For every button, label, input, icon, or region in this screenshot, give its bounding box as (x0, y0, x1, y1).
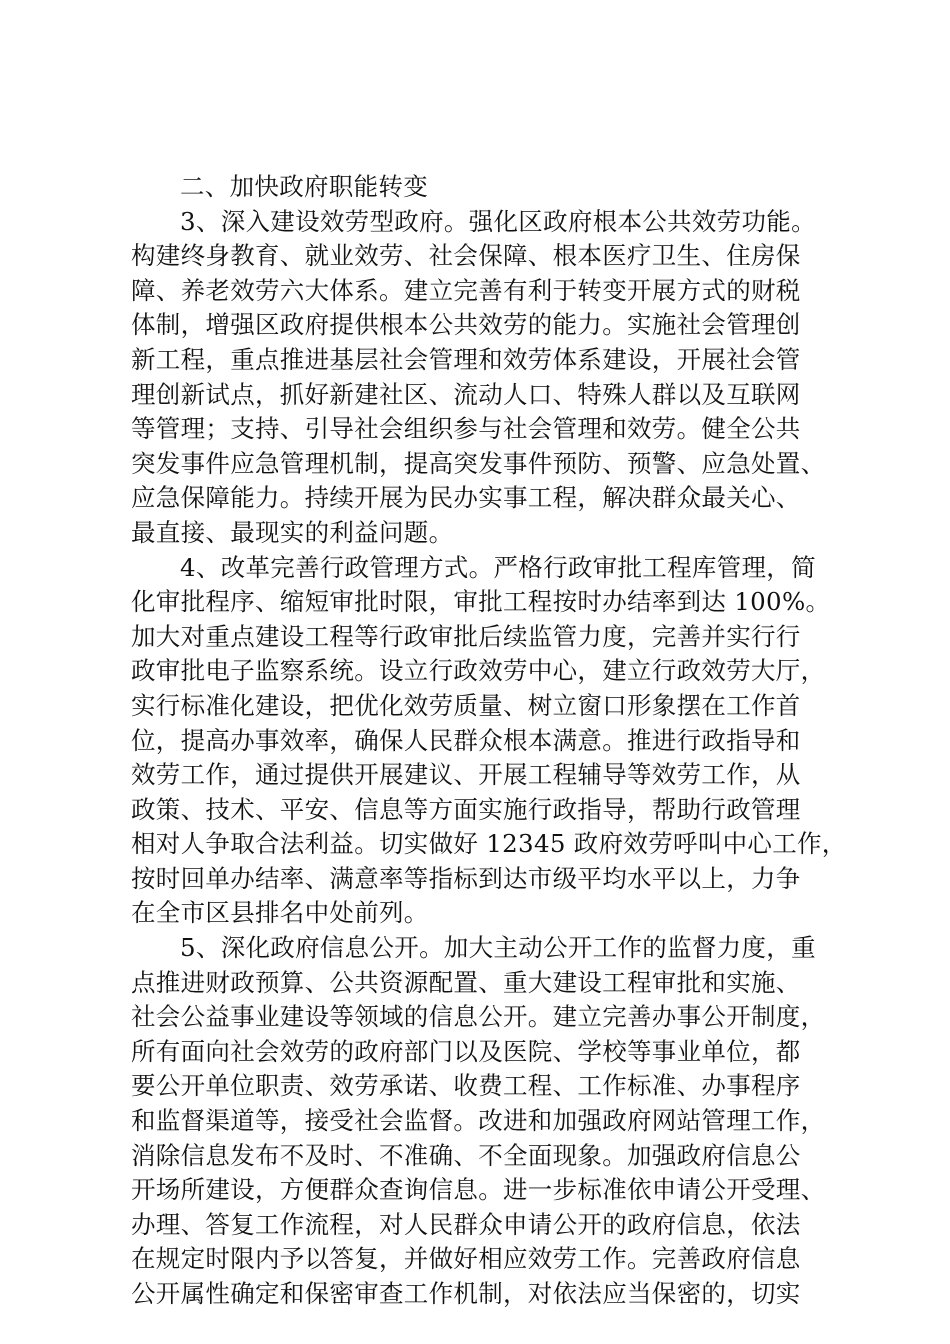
paragraph-line: 实行标准化建设，把优化效劳质量、树立窗口形象摆在工作首 (131, 690, 801, 720)
paragraph-line: 4、改革完善行政管理方式。严格行政审批工程库管理，简 (180, 552, 816, 582)
paragraph-line: 点推进财政预算、公共资源配置、重大建设工程审批和实施、 (131, 967, 801, 997)
paragraph-line: 办理、答复工作流程，对人民群众申请公开的政府信息，依法 (131, 1209, 801, 1239)
document-page (131, 170, 847, 1312)
paragraph-line: 应急保障能力。持续开展为民办实事工程，解决群众最关心、 (131, 483, 801, 513)
paragraph-line: 最直接、最现实的利益问题。 (131, 517, 454, 547)
paragraph-3 (131, 205, 831, 551)
paragraph-line: 位，提高办事效率，确保人民群众根本满意。推进行政指导和 (131, 725, 801, 755)
paragraph-line: 和监督渠道等，接受社会监督。改进和加强政府网站管理工作， (131, 1106, 826, 1136)
paragraph-line: 等管理；支持、引导社会组织参与社会管理和效劳。健全公共 (131, 414, 801, 444)
paragraph-4 (131, 551, 847, 932)
paragraph-line: 按时回单办结率、满意率等指标到达市级平均水平以上，力争 (131, 863, 801, 893)
paragraph-line: 政策、技术、平安、信息等方面实施行政指导，帮助行政管理 (131, 794, 801, 824)
paragraph-line: 效劳工作，通过提供开展建议、开展工程辅导等效劳工作，从 (131, 760, 801, 790)
paragraph-line: 化审批程序、缩短审批时限，审批工程按时办结率到达 100%。 (131, 587, 831, 617)
paragraph-line: 社会公益事业建设等领域的信息公开。建立完善办事公开制度， (131, 1002, 826, 1032)
paragraph-line: 理创新试点，抓好新建社区、流动人口、特殊人群以及互联网 (131, 379, 801, 409)
paragraph-line: 在规定时限内予以答复，并做好相应效劳工作。完善政府信息 (131, 1244, 801, 1274)
paragraph-line: 3、深入建设效劳型政府。强化区政府根本公共效劳功能。 (180, 206, 816, 236)
paragraph-line: 在全市区县排名中处前列。 (131, 898, 429, 928)
paragraph-line: 相对人争取合法利益。切实做好 12345 政府效劳呼叫中心工作， (131, 829, 847, 859)
paragraph-line: 开场所建设，方便群众查询信息。进一步标准依申请公开受理、 (131, 1175, 826, 1205)
paragraph-line: 加大对重点建设工程等行政审批后续监管力度，完善并实行行 (131, 621, 801, 651)
paragraph-line: 所有面向社会效劳的政府部门以及医院、学校等事业单位，都 (131, 1036, 801, 1066)
paragraph-line: 突发事件应急管理机制，提高突发事件预防、预警、应急处置、 (131, 448, 826, 478)
paragraph-line: 公开属性确定和保密审查工作机制，对依法应当保密的，切实 (131, 1279, 801, 1308)
paragraph-line: 消除信息发布不及时、不准确、不全面现象。加强政府信息公 (131, 1140, 801, 1170)
paragraph-line: 构建终身教育、就业效劳、社会保障、根本医疗卫生、住房保 (131, 241, 801, 271)
paragraph-5 (131, 931, 831, 1312)
paragraph-line: 5、深化政府信息公开。加大主动公开工作的监督力度，重 (180, 933, 816, 963)
paragraph-line: 要公开单位职责、效劳承诺、收费工程、工作标准、办事程序 (131, 1071, 801, 1101)
paragraph-line: 障、养老效劳六大体系。建立完善有利于转变开展方式的财税 (131, 275, 801, 305)
paragraph-line: 体制，增强区政府提供根本公共效劳的能力。实施社会管理创 (131, 310, 801, 340)
section-heading: 二、加快政府职能转变 (180, 172, 428, 201)
paragraph-line: 政审批电子监察系统。设立行政效劳中心，建立行政效劳大厅， (131, 656, 826, 686)
paragraph-line: 新工程，重点推进基层社会管理和效劳体系建设，开展社会管 (131, 344, 801, 374)
